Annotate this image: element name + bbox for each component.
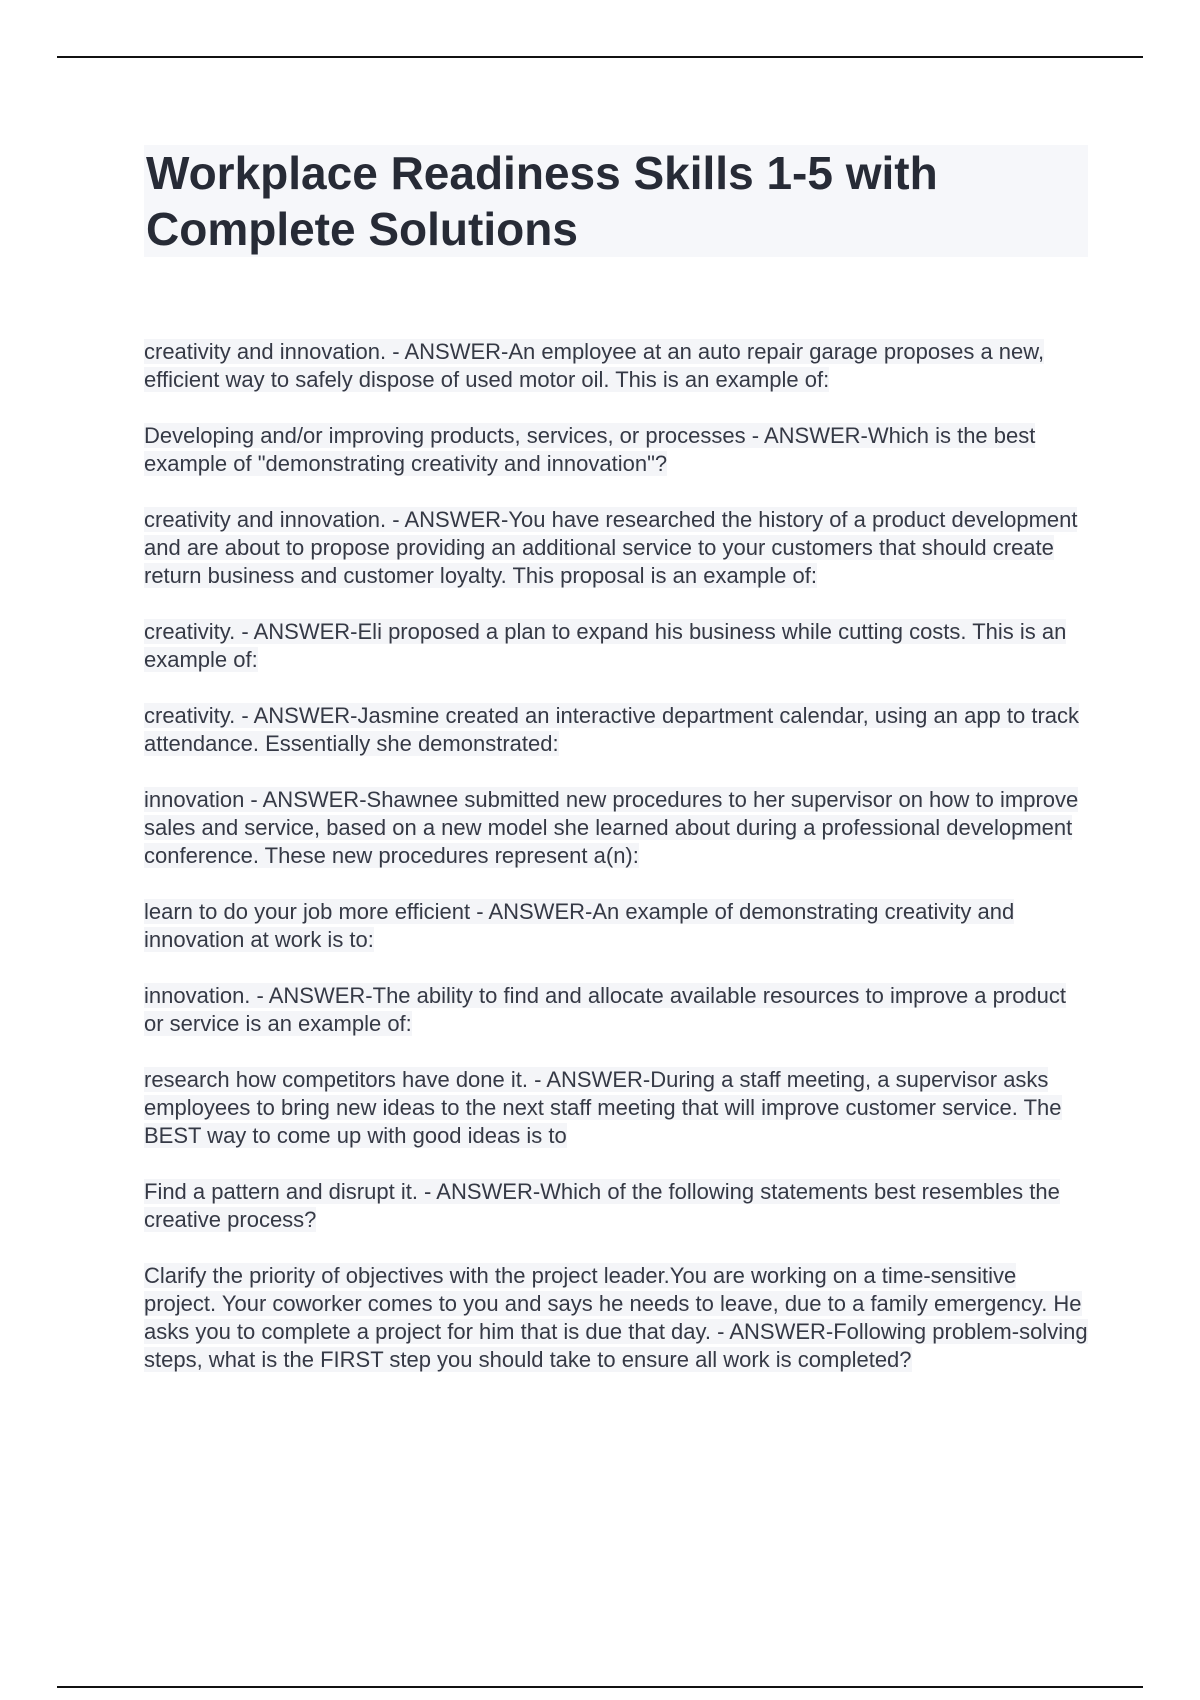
- qa-entry-text: innovation. - ANSWER-The ability to find and allocate available resources to improve a product or service is an example of:: [144, 983, 1067, 1036]
- qa-entry: [144, 422, 1090, 478]
- qa-list: [144, 338, 1090, 1402]
- document-title: Workplace Readiness Skills 1-5 with Complete Solutions: [146, 147, 938, 255]
- qa-entry-text: creativity and innovation. - ANSWER-You have researched the history of a product development and are about to propose providing an additional service to your customers that should create return business and customer loyalty. This proposal is an example of:: [144, 507, 1078, 588]
- bottom-rule: [57, 1686, 1143, 1688]
- qa-entry: [144, 1178, 1090, 1234]
- qa-entry-text: Clarify the priority of objectives with the project leader.You are working on a time-sensitive project. Your coworker comes to you and says he needs to leave, due to a family emergency. He asks you to complete a project for him that is due that day. - ANSWER-Following problem-solving steps, what is the FIRST step you should take to ensure all work is completed?: [144, 1263, 1088, 1372]
- qa-entry: [144, 786, 1090, 870]
- qa-entry-text: innovation - ANSWER-Shawnee submitted new procedures to her supervisor on how to improve sales and service, based on a new model she learned about during a professional development conference. These new procedures represent a(n):: [144, 787, 1079, 868]
- qa-entry: [144, 506, 1090, 590]
- top-rule: [57, 56, 1143, 58]
- qa-entry-text: learn to do your job more efficient - ANSWER-An example of demonstrating creativity and innovation at work is to:: [144, 899, 1015, 952]
- qa-entry-text: creativity. - ANSWER-Jasmine created an interactive department calendar, using an app to track attendance. Essentially she demonstrated:: [144, 703, 1080, 756]
- qa-entry: [144, 702, 1090, 758]
- qa-entry-text: Developing and/or improving products, services, or processes - ANSWER-Which is the best example of "demonstrating creativity and innovation"?: [144, 423, 1036, 476]
- qa-entry: [144, 1262, 1090, 1374]
- title-block: [144, 145, 1088, 257]
- qa-entry-text: creativity and innovation. - ANSWER-An employee at an auto repair garage proposes a new, efficient way to safely dispose of used motor oil. This is an example of:: [144, 339, 1045, 392]
- qa-entry: [144, 338, 1090, 394]
- qa-entry-text: creativity. - ANSWER-Eli proposed a plan to expand his business while cutting costs. This is an example of:: [144, 619, 1067, 672]
- qa-entry-text: research how competitors have done it. - ANSWER-During a staff meeting, a supervisor asks employees to bring new ideas to the next staff meeting that will improve customer service. The BEST way to come up with good ideas is to: [144, 1067, 1062, 1148]
- qa-entry: [144, 618, 1090, 674]
- qa-entry: [144, 898, 1090, 954]
- qa-entry: [144, 982, 1090, 1038]
- qa-entry: [144, 1066, 1090, 1150]
- qa-entry-text: Find a pattern and disrupt it. - ANSWER-Which of the following statements best resembles the creative process?: [144, 1179, 1060, 1232]
